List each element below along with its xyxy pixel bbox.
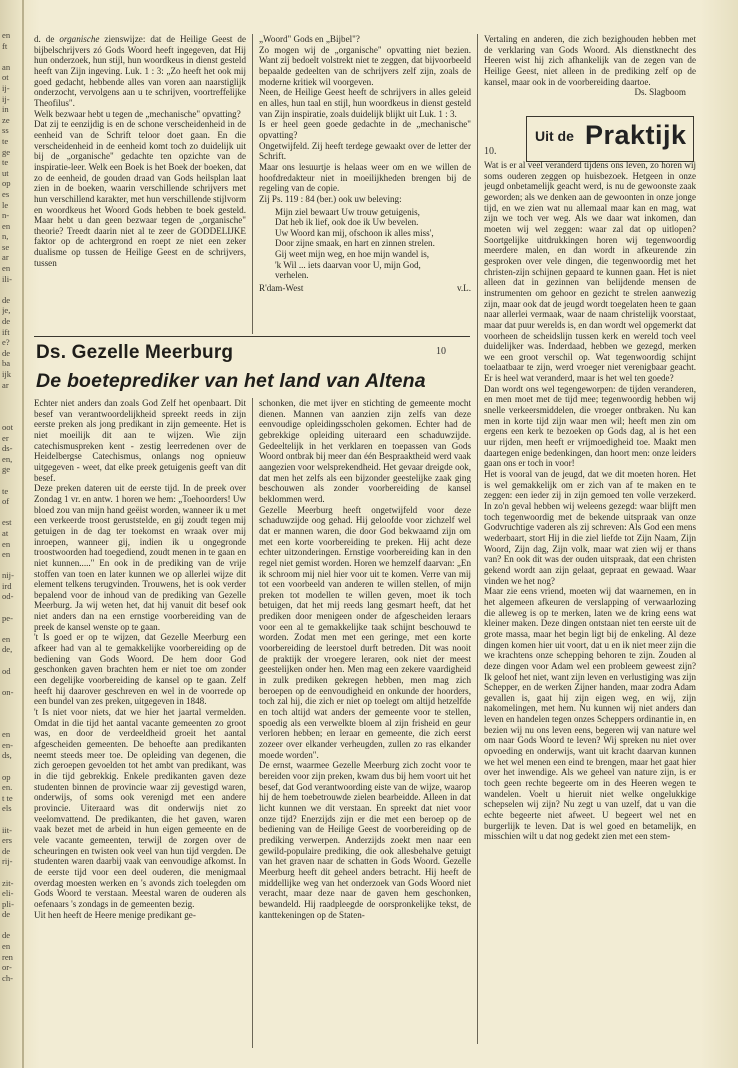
gutter-fragment	[2, 411, 22, 422]
gutter-fragment: op	[2, 178, 11, 189]
column-1-bottom	[34, 398, 246, 1058]
paragraph: Vertaling en anderen, die zich bezighouden hebben met de verklaring van Gods Woord. Als dienstknecht des Heeren wist hij zich afhankelijk van de zegen van de Heilige Geest, niet alleen in de prediking zelf op de kansel, maar ook in de voorbereiding daartoe.	[484, 34, 696, 87]
gutter-fragment: en	[2, 263, 11, 274]
gutter-fragment: ge	[2, 146, 11, 157]
paragraph: Neen, de Heilige Geest heeft de schrijvers in alles geleid en alles, hun taal en stijl, hun woordkeus in dienst gesteld van Zijn inspiratie, zoals duidelijk blijkt uit Luk. 1 : 3.	[259, 87, 471, 119]
column-divider	[477, 34, 478, 1044]
gutter-fragment	[2, 51, 22, 62]
gutter-fragment: te	[2, 157, 9, 168]
signature: Ds. Slagboom	[634, 87, 686, 98]
gutter-fragment: es	[2, 188, 10, 199]
paragraph: Het is vooral van de jeugd, dat we dit moeten horen. Het is wel gemakkelijk om er zich van af te maken en te zeggen: een ieder zij in zijn gemoed ten volle verzekerd. In zo'n geval hebben wij weleens gezegd: waar blijft men toch tegenwoordig met de bekende uitspraak van onze Godvruchtige vaderen als zij schreven: Als God een mens wederbaart, stort Hij in die ziel liefde tot Zijn Naam, Zijn Woord, Zijn dag, Zijn volk, maar wat zien wij er thans van? En ook dit was der ouden uitspraak, dat een christen gekend wordt aan zijn gelaat, gepraat en gewaad. Waar vinden we het nog?	[484, 469, 696, 586]
gutter-fragment: or-	[2, 962, 12, 973]
gutter-fragment: els	[2, 803, 12, 814]
paragraph: Zij Ps. 119 : 84 (ber.) ook uw beleving:	[259, 193, 402, 204]
gutter-fragment	[2, 655, 22, 666]
gutter-fragment: ijk	[2, 369, 12, 379]
gutter-fragment: je,	[2, 305, 11, 316]
paragraph: Dan wordt ons wel tegengeworpen: de tijden veranderen, en men moet met de tijd mee; tegenwoordig hebben wij snelle verkeersmiddelen, die vroeger ontbraken. Nu kan men in korte tijd zijn waar men wil; heeft men zin om ergens een kerk te bezoeken op Gods dag, al is het een uur rijden, men heeft er vrijmoedigheid toe. Maakt men daartegen enige bedenkingen, dan hoort men: onze leiders gaan ons er toch in voor!	[484, 383, 696, 469]
column-3-bottom	[484, 160, 696, 1058]
gutter-fragment: ba	[2, 358, 11, 369]
gutter-fragment: te	[2, 135, 9, 146]
psalm-line: Door zijne smaak, en hart en zinnen strelen.	[275, 238, 435, 249]
section-page-number: 10.	[484, 146, 497, 157]
gutter-fragment: ds,	[2, 750, 12, 761]
psalm-line: Gij weet mijn weg, en hoe mijn wandel is,	[275, 249, 430, 260]
article-rule	[34, 336, 470, 337]
gutter-fragment	[2, 697, 22, 708]
gutter-fragment: zit-	[2, 877, 14, 888]
article-page-number: 10	[436, 346, 446, 357]
article-title: De boeteprediker van het land van Altena	[36, 370, 426, 392]
paragraph: Welk bezwaar hebt u tegen de „mechanische" opvatting?	[34, 108, 241, 119]
gutter-fragment	[2, 761, 22, 772]
paragraph: Is er heel geen goede gedachte in de „mechanische" opvatting?	[259, 119, 471, 140]
gutter-fragment: er	[2, 432, 9, 443]
column-3-top	[484, 34, 696, 114]
gutter-fragment: an	[2, 61, 11, 72]
section-heading-small: Uit de	[535, 128, 574, 144]
gutter-fragment: ift	[2, 326, 10, 337]
gutter-fragment	[2, 676, 22, 687]
gutter-fragment: ij-	[2, 93, 10, 104]
gutter-fragment: ch-	[2, 972, 13, 983]
paragraph: Deze preken dateren uit de eerste tijd. In de preek over Zondag 1 vr. en antw. 1 horen we hem: „Toehoorders! Uw bloed zou van mijn hand geëist worden, wanneer ik u met een verkeerde troost geruststelde, en gij zoudt tegen mij getuigen in de dag ter toekomst en wraak over mij inroepen, wanneer gij, indien ik u ongegronde troostwoorden had toegediend, zoudt menen in te gaan en niet kunnen....." En ook in de prediking van de vrije stoffen van toen en later kunnen we op allerlei wijze dit element telkens terugvinden. Trouwens, het is ook verder bepalend voor de inhoud van de prediking van Gezelle Meerburg. Ja wij weten het, dat hij vanuit dit besef ook niet anders dan na een ernstige voorbereiding van de preek de kansel wenste op te gaan.	[34, 483, 246, 632]
gutter-fragment: op	[2, 771, 11, 782]
article-author-heading: Ds. Gezelle Meerburg	[36, 342, 234, 363]
gutter-fragment: ar	[2, 379, 9, 390]
gutter-fragment: ers	[2, 835, 13, 846]
gutter-fragment: en	[2, 30, 11, 40]
gutter-fragment: od	[2, 665, 11, 676]
psalm-line: Uw Woord kan mij, ofschoon ik alles miss',	[275, 227, 434, 238]
gutter-fragment: en.	[2, 782, 13, 793]
gutter-fragment: de	[2, 909, 11, 920]
gutter-fragment: en	[2, 633, 11, 644]
gutter-fragment: on-	[2, 686, 14, 697]
gutter-fragment: eli-	[2, 888, 14, 899]
gutter-fragment: ds-	[2, 443, 13, 454]
gutter-fragment: te	[2, 485, 9, 496]
gutter-fragment: at	[2, 527, 9, 538]
signature	[259, 283, 471, 294]
gutter-fragment: de	[2, 294, 11, 305]
gutter-fragment: en	[2, 729, 11, 740]
paragraph: d. de organische zienswijze: dat de Heilige Geest de bijbelschrijvers zó Gods Woord heeft ingegeven, dat Hij hun onderzoek, hun stijl, hun woordkeus in dienst gesteld heeft van Zijn ingeving. Luk. 1 : 3: „Zo heeft het ook mij goed gedacht, hebbende alles van voren aan naarstiglijk onderzocht, vervolgens aan u te schrijven, voortreffelijke Theofilus".	[34, 34, 246, 108]
gutter-fragment: ird	[2, 580, 12, 591]
paragraph: schonken, die met ijver en stichting de gemeente mocht dienen. Mannen van aanzien zijn zelfs van deze eenvoudige opleidingsscholen gekomen. Echter had de gebrekkige opleiding uiteraard een schaduwzijde. Gedeeltelijk in het verklaren en toepassen van Gods Woord ontbrak bij meer dan één Bespraaktheid werd vaak aangezien voor welsprekendheid. Het gevaar dreigde ook, dat men het zelfs als een bijzonder geestelijke zaak ging beschouwen als zonder voorbereiding de kansel beklommen werd.	[259, 398, 471, 504]
gutter-fragment: ft	[2, 40, 8, 51]
gutter-fragment	[2, 560, 22, 571]
section-heading-big: Praktijk	[585, 120, 687, 150]
paragraph: 't Is niet voor niets, dat we hier het jaartal vermelden. Omdat in die tijd het aantal vacante gemeenten zo groot was, en door de verdeeldheid groeit het aantal afgescheiden gemeenten. De behoefte aan predikanten neemt steeds meer toe. De opleiding van degenen, die zich geroepen gevoelden tot het ambt van predikant, was in die tijd gebrekkig. Enkele predikanten gaven deze studenten binnen de provincie waar zij gevestigd waren, onderwijs, of soms ook verenigd met een andere provincie. Uiteraard was dit onderwijs niet zo veelomvattend. De predikanten, die het gaven, waren vaak bezet met de arbeid in hun eigen gemeente en de vele vacante gemeenten, terwijl de zorgen over de scheuringen en twisten ook veel van hun tijd vergden. De studenten waren daarbij vaak van eenvoudige afkomst. In de eerste tijd voor een deel ouderen, die menigmaal overdag moesten werken en 's avonds zich toelegden om Gods Woord te verstaan. Meestal waren de ouderen als oefenaars 's zondags in de gemeenten bezig.	[34, 707, 246, 909]
gutter-fragment: iit-	[2, 824, 13, 835]
gutter-fragment: pe-	[2, 612, 13, 623]
paragraph: Zo mogen wij de „organische" opvatting niet bezien. Want zij bedoelt volstrekt niet te zeggen, dat bijvoorbeeld bepaalde gedeelten van de schrijvers zelf zijn, zoals de moderne kritiek wil voorgeven.	[259, 44, 471, 87]
gutter-fragment: ot	[2, 72, 9, 83]
gutter-fragment	[2, 390, 22, 401]
section-heading-box	[526, 116, 694, 162]
page-edge-line	[22, 0, 24, 1068]
paragraph: Dat zij te eenzijdig is en de schone verscheidenheid in de eenheid van de Schrift teloor doet gaan. En die verscheidenheid in de eenheid komt toch zo duidelijk uit bij de „organische" gedachte ten opzichte van de inspiratie-leer. Welk een Boek is het Boek der boeken, dat zo de eenheid, de gouden draad van Gods heilsplan laat zien in de boeken, waarin verschillende schrijvers met hun verschillend karakter, met hun verschillende stijlvorm en woordkeus het Woord Gods hebben te boek gesteld. Maar hebt u dan geen bezwaar tegen de „organische" theorie? Treedt daarin niet al te zeer de GODDELIJKE faktor op de achtergrond en roept ze niet een zeker dualisme op tussen de Heilige Geest en de schrijvers, tussen	[34, 119, 246, 268]
gutter-fragment: ss	[2, 125, 9, 136]
gutter-fragment	[2, 284, 22, 295]
gutter-fragment	[2, 507, 22, 518]
gutter-fragment: ij-	[2, 82, 10, 93]
gutter-fragment: en-	[2, 739, 13, 750]
gutter-fragment: se	[2, 241, 10, 252]
gutter-fragment: le	[2, 199, 9, 210]
gutter-fragment: de	[2, 930, 11, 941]
gutter-fragment	[2, 623, 22, 634]
gutter-fragment: od-	[2, 591, 14, 602]
gutter-fragment: rij-	[2, 856, 13, 867]
gutter-fragment: ze	[2, 114, 10, 125]
psalm-verse	[259, 207, 471, 282]
paragraph: Maar zie eens vriend, moeten wij dat waarnemen, en in het algemeen afkeuren de verslapping of verwaarlozing die alleweg is op te merken, laten we de kring eens wat kleiner maken. Deze dingen ontstaan niet ten eerste uit de grote massa, maar het begin ligt bij de enkeling. Al deze dingen komen hier uit voort, dat u en ik niet meer zijn die we krachtens onze schepping behoren te zijn. Zouden al deze dingen voor Adam wel een probleem geweest zijn? Ik geloof het niet, want zijn leven en verlustiging was zijn Schepper, en de werken Zijner handen, maar zodra Adam gevallen is, gaat hij zijn eigen weg, en wij, zijn nakomelingen, met hem. Nu kunnen wij niet anders dan leven en handelen tegen onzes Scheppers ordinantie in, en bezien wij nu ons leven eens, begeren wij van nature wel om naar Gods Woord te leven? Wij spreken nu niet over opvoeding en onderwijs, want uit kracht daarvan kunnen we het wel menen een eind te brengen, maar het gaat hier over het inwendige. Als we geheel van nature zijn, is er toch geen rechte begeerte om in des Heeren wegen te wandelen. Voelt u hieruit niet welke ongelukkige schepselen wij zijn? Nu zegt u van uzelf, dat u van die echte begeerte niet afweet. U begeert wel net en burgerlijk te leven. Dat is wel goed en betamelijk, en misschien wilt u dat nog gedekt zien met een stem-	[484, 586, 696, 842]
gutter-fragment: de,	[2, 644, 13, 655]
column-divider	[252, 34, 253, 334]
gutter-fragment: pli-	[2, 898, 14, 909]
gutter-fragment: ar	[2, 252, 9, 263]
paragraph: Ongetwijfeld. Zij heeft terdege gewaakt over de letter der Schrift.	[259, 140, 471, 162]
column-divider	[252, 398, 253, 1048]
gutter-fragment: de	[2, 347, 11, 358]
gutter-fragment	[2, 719, 22, 730]
gutter-fragment: en	[2, 220, 11, 231]
gutter-fragment: n-	[2, 210, 10, 221]
gutter-fragment: en,	[2, 453, 13, 464]
column-1-top	[34, 34, 246, 336]
gutter-fragment: in	[2, 104, 9, 115]
column-2-bottom	[259, 398, 471, 1058]
paragraph: Maar ons lesuurtje is helaas weer om en we willen de hoofdredakteur niet in moeilijkheden brengen bij de regeling van de copie.	[259, 161, 471, 194]
gutter-fragment: of	[2, 496, 10, 507]
gutter-fragments	[2, 30, 22, 1050]
psalm-line: Mijn ziel bewaart Uw trouw getuigenis,	[275, 206, 420, 217]
gutter-fragment: en	[2, 549, 11, 560]
gutter-fragment: ili-	[2, 273, 13, 284]
gutter-fragment	[2, 475, 22, 486]
paragraph: Uit hen heeft de Heere menige predikant ge-	[34, 909, 196, 920]
gutter-fragment: en	[2, 941, 11, 952]
paragraph: „Woord" Gods en „Bijbel"?	[259, 34, 360, 44]
column-2-top	[259, 34, 471, 326]
psalm-line: Dat heb ik lief, ook doe ik Uw bevelen.	[275, 217, 419, 228]
gutter-fragment: t te	[2, 792, 13, 803]
gutter-fragment: est	[2, 517, 12, 528]
gutter-fragment	[2, 708, 22, 719]
paragraph: Wat is er al veel veranderd tijdens ons leven, zo horen wij soms ouderen zeggen op huisbezoek. Hetgeen in onze jeugd onbetamelijk geacht werd, is nu de gewoonste zaak geworden; als we denken aan de gewoonten in onze jonge tijd, en we zien wat nu allemaal maar kan en mag, wat zijn we toch ver weg. Als we daar wat inkomen, dan moeten wij wel zeggen: waar zal dat op uitlopen? Soortgelijke uitdrukkingen horen wij tegenwoordig meerdere malen, en dan wordt in afkeurende zin gesproken over vele dingen, die tegenwoordig met het christen-zijn schijnen gepaard te kunnen gaan. Het is niet alleen dat in gezinnen van belijdende mensen de instrumenten om gehoor en gezicht te strelen aanwezig zijn, maar ook dat de jeugd wordt toegelaten heen te gaan naar allerlei vermaak, waar de naam christelijk voorstaat, maar dat puur werelds is, en dan wordt wel opgemerkt dat voorheen de scheidslijn tussen kerk en wereld toch veel duidelijker was. Inderdaad, hebben we gezegd, merken we een groot verschil op. Wat tegenwoordig schijnt toelaatbaar te zijn, werd vroeger niet verenigbaar geacht. Er is heel wat veranderd, maar is het wel ten goede?	[484, 160, 696, 384]
signature-initials: v.L.	[456, 283, 471, 294]
gutter-fragment: nij-	[2, 570, 14, 581]
gutter-fragment	[2, 401, 22, 412]
gutter-fragment: n,	[2, 231, 9, 242]
gutter-fragment	[2, 920, 22, 931]
gutter-fragment: ge	[2, 464, 11, 475]
gutter-fragment	[2, 814, 22, 825]
gutter-fragment: ren	[2, 951, 13, 962]
gutter-fragment	[2, 867, 22, 878]
gutter-fragment: en	[2, 538, 11, 549]
gutter-fragment: de	[2, 845, 11, 856]
paragraph: Echter niet anders dan zoals God Zelf het openbaart. Dit besef van verantwoordelijkheid spreekt reeds in zijn eerste preken als jong predikant in zijn gemeente. Het is niet moeilijk dit aan te wijzen. Wie zijn catechismuspreken kent - zestig leerredenen over de Heidelbergse Catechismus, onlangs nog opnieuw uitgegeven - weet, dat elke preek getuigenis geeft van dit besef.	[34, 398, 246, 483]
gutter-fragment: oot	[2, 421, 13, 432]
gutter-fragment: ut	[2, 167, 9, 178]
signature-place: R'dam-West	[259, 283, 304, 294]
gutter-fragment: de	[2, 316, 11, 327]
paragraph: Gezelle Meerburg heeft ongetwijfeld voor deze schaduwzijde oog gehad. Hij geloofde voor zichzelf wel dat er mannen waren, die door God bekwaamd zijn om met een korte voorbereiding te preken. Hij acht deze echter uitzonderingen. Ernstige voorbereiding kan in den regel niet gemist worden. Horen we hemzelf daarvan: „En ik schroom mij niel hier voor uit te komen. Verre van mij tot een voorbeeld van anderen te willen stellen, of mijn preken tot modellen te willen geven, moet ik toch betuigen, dat het mij reeds lang gesmart heeft, dat het prediken door menigeen onder de afgescheiden leraars voor een al te gemakkelijke taak schijnt beschouwd te worden. Zodat men met een geringe, met een korte voorbereiding de leerstoel durft betreden. Dit was nooit de praktijk der vroegere leraren, ook niet der meest geestelijken onder hen. Men mag een zekere vaardigheid in zulk prediken gekregen hebben, men mag zich beroepen op de eenvoudigheid en onkunde der hoorders, toch zal hij, die zich er niet op toelegt om altijd hetzelfde en toch altijd wat anders der gemeente voor te stellen, spoedig als een verwelkte bloem al zijn frisheid en geur verloren hebben; en leraar en gemeente, die zich eerst zozeer over elkander verheugden, zullen zo ras elkander moede worden".	[259, 504, 471, 760]
paragraph: De ernst, waarmee Gezelle Meerburg zich zocht voor te bereiden voor zijn preken, kwam dus bij hem voort uit het besef, dat God verantwoording eiste van de wijze, waarop hij de hem toebetrouwde zielen bearbeidde. Alleen in dat licht kunnen we dit verstaan. En spreekt dat niet voor onze tijd? Enerzijds zijn er die met een beroep op de bediening van de Heilige Geest de voorbereiding op de prediking verwerpen. Anderzijds zoekt men naar een gewild-populaire prediking, die ook allesbehalve getuigt van het graven naar de schatten in Gods Woord. Gezelle Meerburg heeft dit geheel anders betracht. Hij heeft de middellijke weg van het onderzoek van Gods Woord niet veracht, maar deze naar de gaven hem geschonken, bewandeld. Hij raadpleegde de oorspronkelijke tekst, de kanttekeningen op de Staten-	[259, 760, 471, 920]
psalm-line: 'k Wil ... iets daarvan voor U, mijn God,	[275, 259, 421, 270]
paragraph: 't Is goed er op te wijzen, dat Gezelle Meerburg een afkeer had van al te gemakkelijke voorbereiding op de bediening van Gods Woord. De hem door God geschonken gaven brachten hem er niet toe om zonder een degelijke voorbereiding de kansel op te gaan. Zelf heeft hij daarover geschreven en wel in de voorrede op een bundel van zes preken, uitgegeven in 1848.	[34, 632, 246, 707]
gutter-fragment	[2, 602, 22, 613]
psalm-line: verhelen.	[275, 270, 309, 281]
gutter-fragment: e?	[2, 337, 10, 348]
